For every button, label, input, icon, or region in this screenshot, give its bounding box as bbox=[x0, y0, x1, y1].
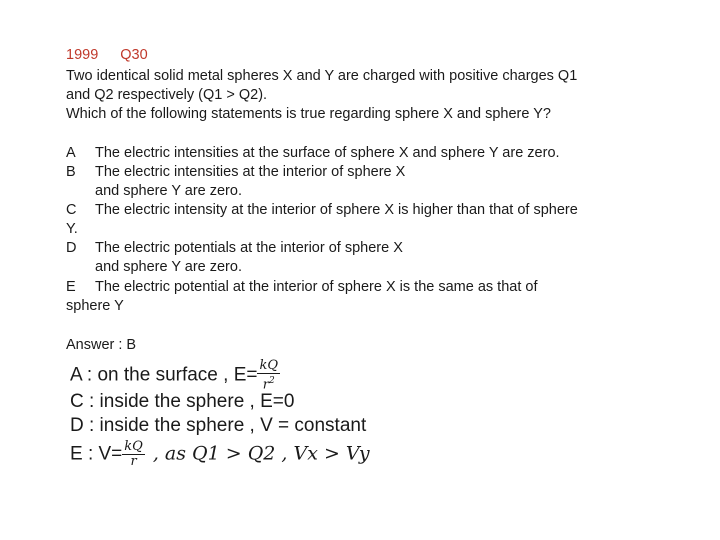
answer-e-line bbox=[70, 440, 370, 469]
answer-a-den-exponent: 2 bbox=[269, 376, 275, 386]
option-c-text-1: The electric intensity at the interior of sphere X is higher than that of sphere bbox=[95, 202, 578, 218]
answer-a-numerator: kQ bbox=[259, 358, 279, 373]
question-line-3: Which of the following statements is true regarding sphere X and sphere Y? bbox=[66, 106, 551, 122]
option-e-letter: E bbox=[66, 279, 76, 295]
question-line-1: Two identical solid metal spheres X and Y are charged with positive charges Q1 bbox=[66, 68, 578, 84]
option-b-text-1: The electric intensities at the interior of sphere X bbox=[95, 164, 406, 180]
answer-e-tail: , as Q1 > Q2 , Vx > Vy bbox=[152, 442, 370, 465]
question-year: 1999 bbox=[66, 47, 99, 63]
option-c-letter: C bbox=[66, 202, 77, 218]
answer-e-numerator: kQ bbox=[124, 439, 143, 454]
option-d-text-1: The electric potentials at the interior of sphere X bbox=[95, 240, 403, 256]
answer-a-text: A : on the surface , E= bbox=[70, 364, 258, 386]
option-d-text-2: and sphere Y are zero. bbox=[95, 259, 242, 275]
answer-e-fraction bbox=[122, 440, 145, 469]
question-header bbox=[66, 46, 148, 65]
option-a-letter: A bbox=[66, 145, 76, 161]
answer-a-fraction bbox=[257, 359, 280, 392]
question-number: Q30 bbox=[120, 47, 148, 63]
answer-c-line: C : inside the sphere , E=0 bbox=[70, 391, 295, 412]
option-a-text: The electric intensities at the surface of sphere X and sphere Y are zero. bbox=[95, 145, 560, 161]
answer-e-text: E : V= bbox=[70, 443, 123, 465]
answer-d-line: D : inside the sphere , V = constant bbox=[70, 415, 367, 436]
option-e-text-2: sphere Y bbox=[66, 298, 124, 314]
answer-a-line bbox=[70, 359, 280, 392]
option-b-letter: B bbox=[66, 164, 76, 180]
option-e-text-1: The electric potential at the interior of sphere X is the same as that of bbox=[95, 279, 538, 295]
option-d-letter: D bbox=[66, 240, 77, 256]
answer-e-denominator: r bbox=[130, 454, 137, 469]
answer-a-den-base: r bbox=[262, 377, 269, 393]
question-line-2: and Q2 respectively (Q1 > Q2). bbox=[66, 87, 268, 103]
answer-label: Answer : B bbox=[66, 337, 137, 353]
option-c-text-2: Y. bbox=[66, 221, 78, 237]
option-b-text-2: and sphere Y are zero. bbox=[95, 183, 242, 199]
